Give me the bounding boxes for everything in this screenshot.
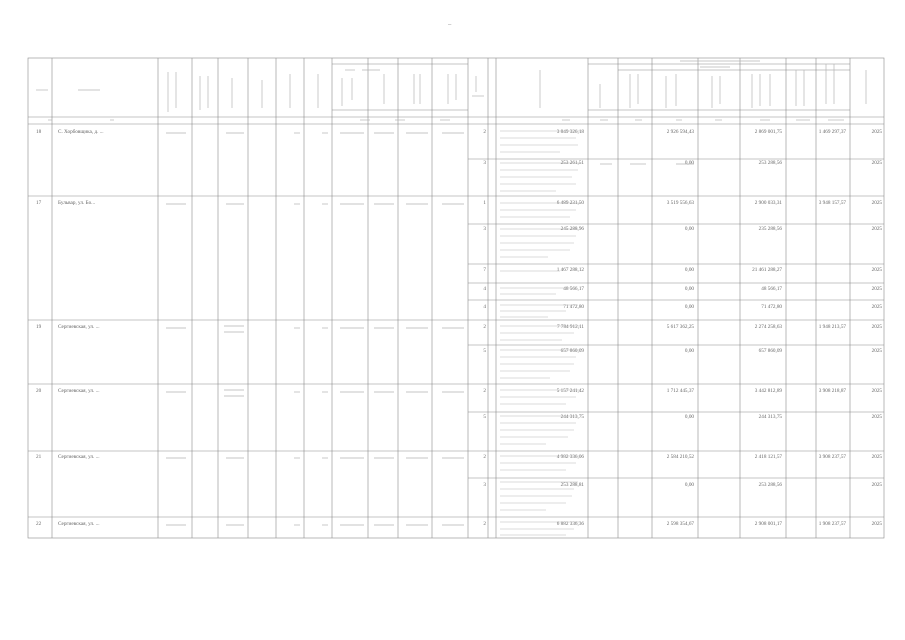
left-block-marks: [166, 133, 694, 525]
row-address: Бульвар, ул. Бо...: [58, 200, 96, 206]
cell-c: 2 908 001,17: [754, 521, 782, 527]
cell-sum: 4 982 336,06: [556, 454, 584, 460]
cell-sum: 71 472,80: [563, 304, 584, 310]
work-code: 2: [483, 324, 486, 330]
cell-c: 244 313,75: [758, 414, 782, 420]
row-address: Сергиевская, ул. ...: [58, 388, 100, 394]
cell-c: 2 274 258,63: [754, 324, 782, 330]
cell-year: 2025: [871, 226, 882, 232]
row-address: Сергиевская, ул. ...: [58, 454, 100, 460]
work-code: 3: [483, 226, 486, 232]
cell-b: 0,00: [684, 286, 694, 292]
cell-sum: 7 784 912,11: [556, 324, 584, 330]
cell-b: 2 926 594,43: [666, 129, 694, 135]
cell-c: 2 418 121,57: [754, 454, 782, 460]
cell-c: 3 442 812,89: [754, 388, 782, 394]
cell-b: 0,00: [684, 160, 694, 166]
cell-b: 2 584 210,52: [666, 454, 694, 460]
work-code: 2: [483, 388, 486, 394]
cell-c: 253 288,56: [758, 160, 782, 166]
cell-c: 21 461 288,27: [752, 267, 782, 273]
cell-sum: 1 467 288,12: [556, 267, 584, 273]
cell-b: 0,00: [684, 348, 694, 354]
cell-year: 2025: [871, 324, 882, 330]
cell-sum: 245 288,96: [560, 226, 584, 232]
work-code: 3: [483, 160, 486, 166]
cell-sum: 5 157 241,42: [556, 388, 584, 394]
work-code: 4: [483, 304, 486, 310]
row-address: Сергиевская, ул. ...: [58, 521, 100, 527]
work-code: 1: [483, 200, 486, 206]
cell-b: 0,00: [684, 482, 694, 488]
cell-year: 2025: [871, 129, 882, 135]
cell-c: 2 869 001,75: [754, 129, 782, 135]
row-number: 22: [36, 521, 42, 527]
cell-d: 3 948 157,57: [818, 200, 846, 206]
table-body: [36, 128, 882, 527]
cell-b: 2 598 354,67: [666, 521, 694, 527]
cell-b: 1 712 445,37: [666, 388, 694, 394]
cell-c: 2 900 033,31: [754, 200, 782, 206]
work-code: 7: [483, 267, 486, 273]
cell-c: 657 860,09: [758, 348, 782, 354]
cell-b: 0,00: [684, 267, 694, 273]
cell-year: 2025: [871, 348, 882, 354]
cell-c: 235 288,56: [758, 226, 782, 232]
cell-b: 5 617 362,25: [666, 324, 694, 330]
cell-year: 2025: [871, 267, 882, 273]
row-number: 18: [36, 129, 42, 135]
cell-d: 1 908 237,57: [818, 521, 846, 527]
page-marker: –: [448, 22, 452, 28]
cell-year: 2025: [871, 200, 882, 206]
work-code: 3: [483, 482, 486, 488]
cell-sum: 48 566,17: [563, 286, 584, 292]
cell-b: 0,00: [684, 304, 694, 310]
cell-b: 0,00: [684, 414, 694, 420]
cell-year: 2025: [871, 414, 882, 420]
cell-c: 71 472,80: [761, 304, 782, 310]
cell-sum: 244 313,75: [560, 414, 584, 420]
row-address: С. Хорбовщика, д. ...: [58, 129, 104, 135]
cell-year: 2025: [871, 388, 882, 394]
row-number: 17: [36, 200, 42, 206]
work-code: 2: [483, 521, 486, 527]
cell-sum: 3 849 326,18: [556, 129, 584, 135]
row-number: 21: [36, 454, 42, 460]
work-code: 4: [483, 286, 486, 292]
row-number: 19: [36, 324, 42, 330]
cell-b: 3 519 556,63: [666, 200, 694, 206]
cell-sum: 657 860,09: [560, 348, 584, 354]
work-code: 5: [483, 414, 486, 420]
cell-sum: 6 489 231,50: [556, 200, 584, 206]
work-code: 5: [483, 348, 486, 354]
description-text-marks: [500, 131, 580, 535]
cell-year: 2025: [871, 286, 882, 292]
cell-b: 0,00: [684, 226, 694, 232]
cell-c: 253 288,56: [758, 482, 782, 488]
cell-year: 2025: [871, 454, 882, 460]
cell-d: 3 908 237,57: [818, 454, 846, 460]
cell-year: 2025: [871, 521, 882, 527]
row-address: Сергиевская, ул. ...: [58, 324, 100, 330]
cell-year: 2025: [871, 160, 882, 166]
row-number: 20: [36, 388, 42, 394]
cell-c: 48 566,17: [761, 286, 782, 292]
cell-year: 2025: [871, 482, 882, 488]
cell-d: 1 948 213,57: [818, 324, 846, 330]
cell-sum: 253 261,51: [560, 160, 584, 166]
work-code: 2: [483, 454, 486, 460]
cell-year: 2025: [871, 304, 882, 310]
cell-d: 3 908 218,87: [818, 388, 846, 394]
cell-d: 1 469 297,37: [818, 129, 846, 135]
work-code: 2: [483, 129, 486, 135]
cell-sum: 6 882 336,36: [556, 521, 584, 527]
cell-sum: 253 288,81: [560, 482, 584, 488]
